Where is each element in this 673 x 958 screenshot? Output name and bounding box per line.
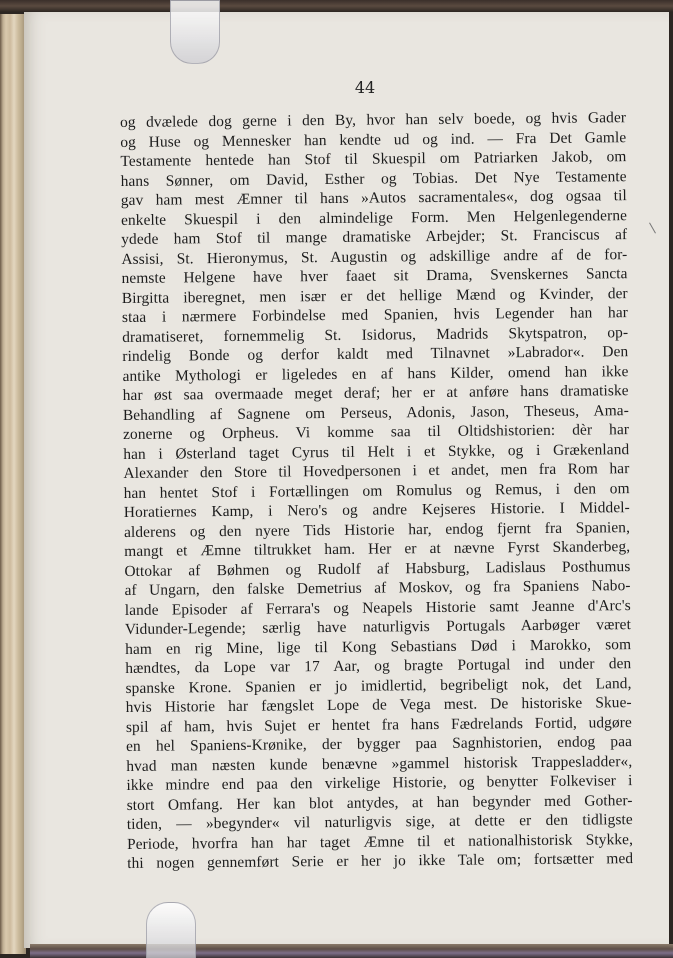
text-line: Testamente hentede han Stof til Skuespil om Patriarken Jakob, om (120, 148, 627, 170)
text-line: han hentet Stof i Fortællingen om Romulus og Remus, i den om (123, 479, 630, 502)
text-line: nemste Helgene have hver faaet sit Drama, Svenskernes Sancta (121, 265, 628, 287)
text-line: lande Episoder af Ferrara's og Neapels Historie samt Jeanne d'Arc's (124, 596, 631, 619)
text-line: Assisi, St. Hieronymus, St. Augustin og adskillige andre af de for- (121, 245, 628, 268)
text-line: ydede ham Stof til mange dramatiske Arbejder; St. Franciscus af (121, 226, 628, 248)
text-line: staa i nærmere Forbindelse med Spanien, hvis Legender han har (121, 304, 629, 326)
body-text (120, 108, 633, 873)
page-number: 44 (354, 78, 376, 97)
text-line: ham en rig Mine, lige til Kong Sebastians Død i Marokko, som (125, 635, 632, 658)
text-line: Horatiernes Kamp, i Nero's og andre Kejseres Historie. I Middel- (123, 499, 630, 521)
text-line: spanske Krone. Spanien er jo imidlertid, begribeligt nok, det Land, (125, 674, 632, 697)
text-line: zonerne og Orpheus. Vi komme saa til Oltidshistorien: dèr har (123, 421, 630, 443)
text-line: rindelig Bonde og derfor kaldt med Tilnavnet »Labrador«. Den (122, 343, 629, 365)
text-line: og dvælede dog gerne i den By, hvor han selv boede, og hvis Gader (120, 109, 627, 131)
page-clip-bottom (146, 902, 196, 958)
text-line: af Ungarn, den falske Demetrius af Moskov, og fra Spaniens Nabo- (124, 577, 631, 599)
text-line: Periode, hvorfra han har taget Æmne til et nationalhistorisk Stykke, (126, 830, 634, 853)
text-line: mangt et Æmne tiltrukket ham. Her er at nævne Fyrst Skanderbeg, (124, 538, 631, 560)
text-line: og Huse og Mennesker han kendte ud og ind. — Fra Det Gamle (120, 128, 627, 151)
text-line: alderens og den nyere Tids Historie har, endog fjernt fra Spanien, (123, 518, 631, 541)
book-bottom-edge (30, 944, 673, 958)
text-line: gav ham mest Æmner til hans »Autos sacramentales«, dog ogsaa til (120, 187, 627, 209)
text-line: antike Mythologi er ligeledes en af hans Kilder, omend han ikke (122, 362, 629, 385)
text-line: tiden, — »begynder« vil naturligvis sige, at dette er den tidligste (126, 811, 633, 833)
page-clip-top (170, 0, 220, 64)
text-line: hans Sønner, om David, Esther og Tobias. Det Nye Testamente (120, 167, 627, 190)
text-line: thi nogen gennemført Serie er her jo ikke Tale om; fortsætter med (127, 850, 634, 872)
text-line: ikke mindre end paa den virkelige Historie, og benytter Folkeviser i (126, 772, 633, 794)
text-line: stort Omfang. Her kan blot antydes, at han begynder med Gother- (126, 791, 633, 814)
text-line: spil af ham, hvis Sujet er hentet fra hans Fædrelands Fortid, udgøre (125, 713, 632, 736)
text-line: Birgitta iberegnet, men især er det hellige Mænd og Kvinder, der (121, 284, 628, 307)
text-line: Ottokar af Bøhmen og Rudolf af Habsburg, Ladislaus Posthumus (124, 557, 631, 580)
text-line: han i Østerland taget Cyrus til Helt i et Stykke, og i Grækenland (123, 440, 630, 463)
text-line: Alexander den Store til Hovedpersonen i et andet, men fra Rom har (123, 460, 630, 482)
book-page-edges (0, 14, 26, 954)
text-line: hvis Historie har fængslet Lope de Vega mest. De historiske Skue- (125, 694, 632, 716)
text-line: Behandling af Sagnene om Perseus, Adonis, Jason, Theseus, Ama- (122, 401, 629, 424)
text-line: Vidunder-Legende; særlig have naturligvis Portugals Aarbøger været (124, 616, 632, 638)
text-line: hvad man næsten kunde benævne »gammel historisk Trappesladder«, (126, 752, 633, 775)
text-line: dramatiseret, fornemmelig St. Isidorus, Madrids Skytspatron, op- (122, 323, 629, 346)
text-line: en hel Spaniens-Krønike, der bygger paa Sagnhistorien, endog paa (125, 733, 633, 755)
text-line: har øst saa overmaade meget deraf; her er at anføre hans dramatiske (122, 382, 629, 404)
text-line: enkelte Skuespil i den almindelige Form. Men Helgenlegenderne (120, 206, 628, 229)
text-line: hændtes, da Lope var 17 Aar, og bragte Portugal ind under den (125, 655, 632, 677)
